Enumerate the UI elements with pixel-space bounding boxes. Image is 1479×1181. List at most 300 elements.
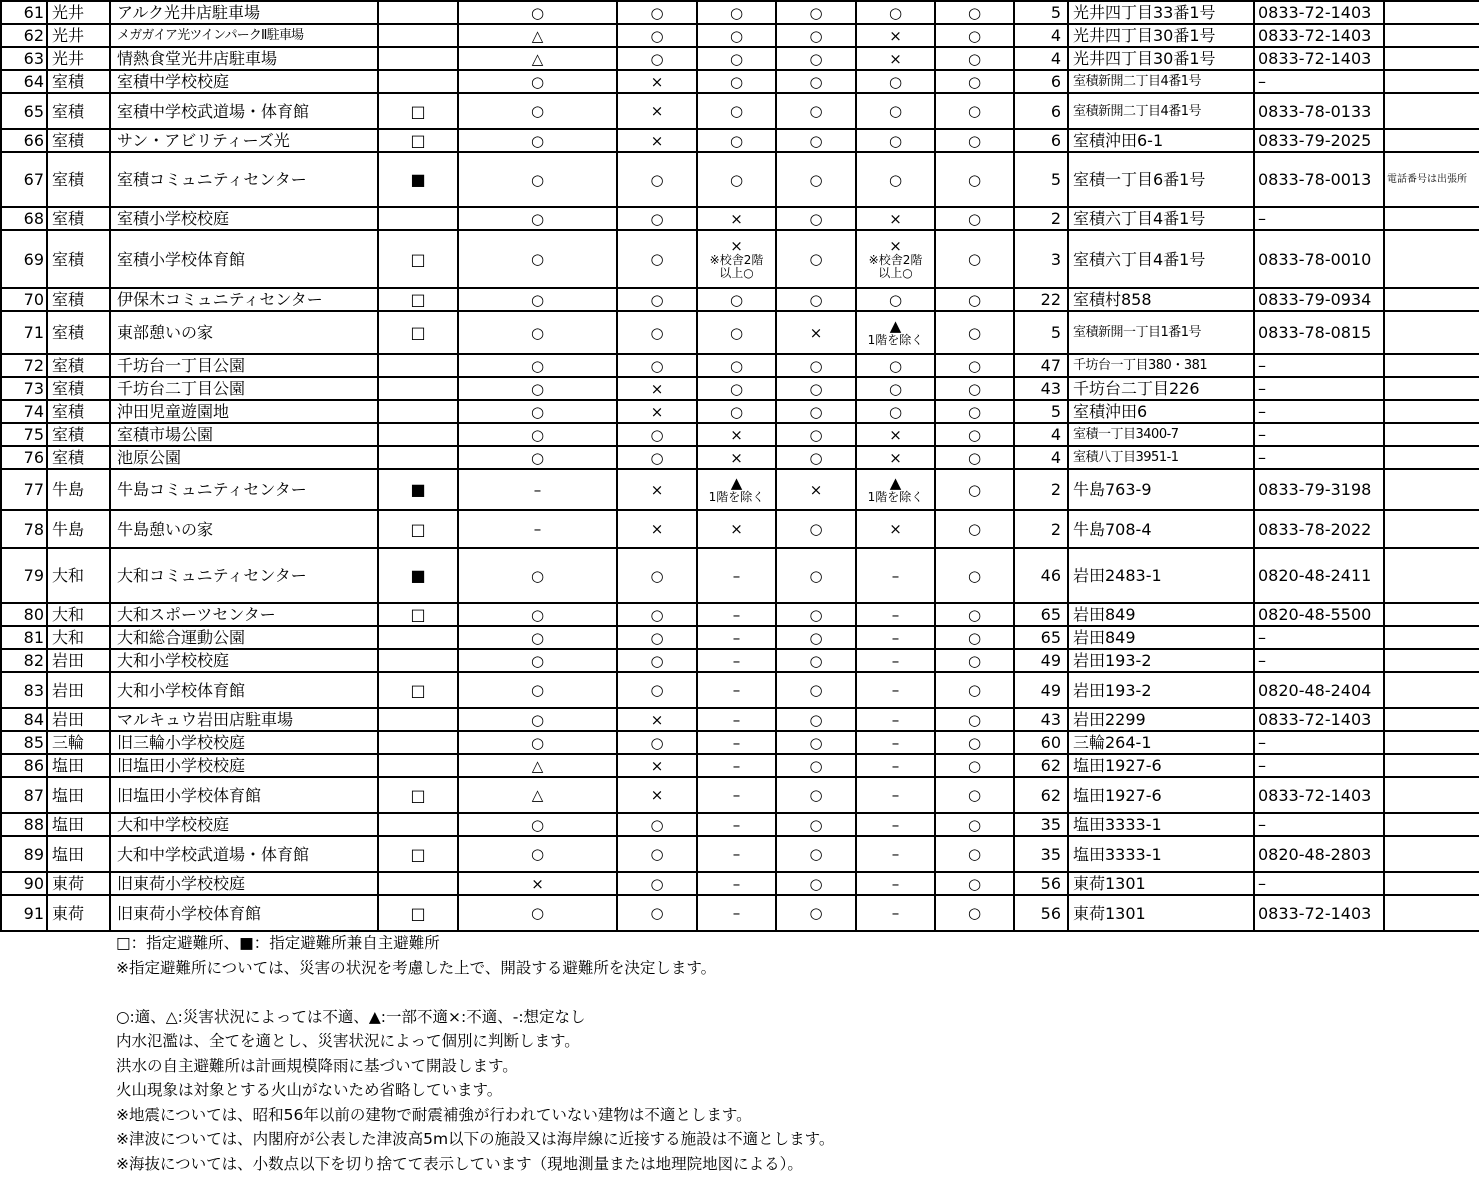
phone-cell: 0833-78-0133 [1254, 93, 1384, 129]
address-cell: 岩田193-2 [1068, 672, 1254, 708]
suitability-mark: ○ [809, 379, 823, 398]
hazard-landslide-cell [617, 311, 697, 354]
hazard-inland-flood-cell [935, 813, 1014, 836]
row-number-cell: 87 [1, 777, 47, 813]
phone-cell: 0820-48-2411 [1254, 548, 1384, 603]
hazard-storm-surge-cell [697, 649, 776, 672]
address-cell: 牛島708-4 [1068, 510, 1254, 548]
suitability-mark: ○ [809, 605, 823, 624]
hazard-flood-cell [458, 47, 617, 70]
hazard-tsunami-cell [856, 207, 935, 230]
suitability-mark: ○ [729, 49, 744, 68]
elevation-cell: 56 [1014, 872, 1068, 895]
table-row [1, 70, 1479, 93]
remarks-cell: 電話番号は出張所 [1384, 152, 1479, 207]
row-number-cell: 62 [1, 24, 47, 47]
shelter-type-cell: □ [378, 311, 458, 354]
suitability-mark: ○ [967, 131, 982, 150]
suitability-mark: × [889, 520, 902, 538]
hazard-flood-cell [458, 672, 617, 708]
hazard-storm-surge-cell [697, 288, 776, 311]
address-cell: 室積新開一丁目1番1号 [1068, 311, 1254, 354]
suitability-mark: × [889, 26, 902, 45]
facility-name-cell: 牛島コミュニティセンター [110, 469, 378, 510]
row-number-cell: 78 [1, 510, 47, 548]
phone-cell: 0833-79-2025 [1254, 129, 1384, 152]
shelter-type-cell [378, 24, 458, 47]
suitability-mark: × [889, 209, 902, 228]
facility-name-cell: 牛島憩いの家 [110, 510, 378, 548]
table-row [1, 836, 1479, 872]
suitability-mark: ○ [967, 815, 982, 834]
facility-name-cell: 旧塩田小学校体育館 [110, 777, 378, 813]
suitability-mark: ○ [650, 3, 664, 22]
suitability-mark: ○ [530, 448, 545, 467]
address-cell: 室積沖田6 [1068, 400, 1254, 423]
suitability-mark: ○ [650, 628, 664, 647]
remarks-cell [1384, 649, 1479, 672]
hazard-landslide-cell [617, 152, 697, 207]
elevation-cell: 22 [1014, 288, 1068, 311]
shelter-type-cell [378, 400, 458, 423]
hazard-storm-surge-cell [697, 731, 776, 754]
suitability-mark: ○ [650, 681, 664, 699]
phone-cell: – [1254, 626, 1384, 649]
hazard-earthquake-cell [776, 446, 856, 469]
hazard-tsunami-cell [856, 129, 935, 152]
suitability-mark: ○ [888, 379, 903, 398]
hazard-landslide-cell [617, 377, 697, 400]
hazard-flood-cell [458, 895, 617, 931]
row-number-cell: 74 [1, 400, 47, 423]
suitability-mark: – [732, 756, 741, 775]
suitability-mark: ○ [809, 448, 823, 467]
row-number-cell: 89 [1, 836, 47, 872]
address-cell: 三輪264-1 [1068, 731, 1254, 754]
suitability-mark: ○ [809, 209, 823, 228]
shelter-type-cell: □ [378, 510, 458, 548]
hazard-storm-surge-cell [697, 152, 776, 207]
phone-cell: 0833-72-1403 [1254, 24, 1384, 47]
address-cell: 岩田193-2 [1068, 649, 1254, 672]
phone-cell: 0833-79-3198 [1254, 469, 1384, 510]
hazard-tsunami-cell [856, 548, 935, 603]
phone-cell: – [1254, 377, 1384, 400]
suitability-mark: × [889, 448, 902, 467]
suitability-mark: ○ [967, 250, 982, 268]
hazard-inland-flood-cell [935, 423, 1014, 446]
suitability-mark: – [732, 710, 741, 729]
remarks-cell [1384, 777, 1479, 813]
facility-name-cell: 伊保木コミュニティセンター [110, 288, 378, 311]
note-line: □：指定避難所、■：指定避難所兼自主避難所 [116, 934, 440, 952]
suitability-mark: – [891, 845, 900, 863]
hazard-landslide-cell [617, 836, 697, 872]
phone-cell: 0833-72-1403 [1254, 47, 1384, 70]
district-cell: 室積 [47, 230, 110, 288]
district-cell: 岩田 [47, 672, 110, 708]
facility-name-cell: 旧塩田小学校校庭 [110, 754, 378, 777]
shelter-type-cell [378, 207, 458, 230]
hazard-earthquake-cell [776, 731, 856, 754]
suitability-mark: ○ [967, 733, 982, 752]
hazard-tsunami-cell [856, 70, 935, 93]
elevation-cell: 4 [1014, 24, 1068, 47]
hazard-landslide-cell [617, 708, 697, 731]
suitability-mark: ○ [967, 904, 982, 922]
remarks-cell [1384, 672, 1479, 708]
suitability-mark: △ [531, 786, 544, 804]
row-number-cell: 69 [1, 230, 47, 288]
suitability-mark: ○ [809, 756, 823, 775]
phone-cell: – [1254, 423, 1384, 446]
suitability-mark: ○ [650, 733, 664, 752]
remarks-cell [1384, 354, 1479, 377]
hazard-flood-cell [458, 649, 617, 672]
table-row [1, 813, 1479, 836]
row-number-cell: 82 [1, 649, 47, 672]
hazard-storm-surge-cell [697, 47, 776, 70]
suitability-mark: ○ [530, 379, 545, 398]
hazard-flood-cell [458, 152, 617, 207]
remarks-cell [1384, 754, 1479, 777]
remarks-cell [1384, 895, 1479, 931]
shelter-type-cell: □ [378, 93, 458, 129]
table-row [1, 672, 1479, 708]
table-row [1, 510, 1479, 548]
hazard-storm-surge-cell [697, 93, 776, 129]
suitability-mark: ○ [809, 26, 823, 45]
hazard-inland-flood-cell [935, 731, 1014, 754]
suitability-mark: ○ [650, 904, 664, 922]
suitability-mark: ○ [530, 290, 545, 309]
address-cell: 室積沖田6-1 [1068, 129, 1254, 152]
phone-cell: 0833-72-1403 [1254, 895, 1384, 931]
suitability-mark: × [889, 49, 902, 68]
suitability-mark: ○ [967, 710, 982, 729]
suitability-mark: × [531, 874, 544, 893]
suitability-mark: – [732, 874, 741, 893]
suitability-mark: – [891, 566, 900, 585]
elevation-cell: 5 [1014, 152, 1068, 207]
suitability-mark: – [732, 845, 741, 863]
address-cell: 東荷1301 [1068, 872, 1254, 895]
hazard-flood-cell [458, 754, 617, 777]
hazard-earthquake-cell [776, 400, 856, 423]
district-cell: 光井 [47, 47, 110, 70]
address-cell: 室積新開二丁目4番1号 [1068, 93, 1254, 129]
hazard-earthquake-cell [776, 93, 856, 129]
suitability-mark: ○ [650, 49, 664, 68]
facility-name-cell: アルク光井店駐車場 [110, 1, 378, 24]
suitability-mark: ○ [650, 874, 664, 893]
facility-name-cell: 千坊台二丁目公園 [110, 377, 378, 400]
suitability-mark: ○ [729, 170, 744, 189]
suitability-mark: – [891, 733, 900, 752]
hazard-landslide-cell [617, 813, 697, 836]
remarks-cell [1384, 288, 1479, 311]
suitability-mark: × [809, 480, 823, 499]
address-cell: 岩田849 [1068, 603, 1254, 626]
note-line: 内水氾濫は、全てを適とし、災害状況によって個別に判断します。 [116, 1032, 580, 1050]
address-cell: 岩田849 [1068, 626, 1254, 649]
suitability-mark: ○ [967, 72, 982, 91]
address-cell: 光井四丁目30番1号 [1068, 47, 1254, 70]
district-cell: 室積 [47, 70, 110, 93]
hazard-inland-flood-cell [935, 510, 1014, 548]
hazard-storm-surge-cell [697, 603, 776, 626]
phone-cell: 0820-48-2404 [1254, 672, 1384, 708]
hazard-landslide-cell [617, 129, 697, 152]
hazard-storm-surge-cell [697, 423, 776, 446]
district-cell: 東荷 [47, 872, 110, 895]
hazard-storm-surge-cell [697, 548, 776, 603]
suitability-mark: × [650, 72, 664, 91]
suitability-mark: × [650, 756, 664, 775]
hazard-earthquake-cell [776, 626, 856, 649]
hazard-tsunami-cell [856, 469, 935, 510]
hazard-inland-flood-cell [935, 230, 1014, 288]
phone-cell: – [1254, 754, 1384, 777]
row-number-cell: 79 [1, 548, 47, 603]
table-row [1, 129, 1479, 152]
suitability-mark: ○ [888, 290, 903, 309]
district-cell: 三輪 [47, 731, 110, 754]
suitability-mark: ○ [729, 72, 744, 91]
suitability-mark: ○ [530, 209, 545, 228]
hazard-flood-cell [458, 129, 617, 152]
row-number-cell: 88 [1, 813, 47, 836]
suitability-mark: ○ [650, 605, 664, 624]
elevation-cell: 43 [1014, 708, 1068, 731]
suitability-mark: ○ [809, 49, 823, 68]
remarks-cell [1384, 47, 1479, 70]
suitability-mark: – [732, 605, 741, 624]
remarks-cell [1384, 708, 1479, 731]
address-cell: 室積一丁目3400-7 [1068, 423, 1254, 446]
district-cell: 室積 [47, 400, 110, 423]
suitability-mark: ○ [888, 3, 903, 22]
hazard-earthquake-cell [776, 129, 856, 152]
hazard-flood-cell [458, 24, 617, 47]
row-number-cell: 71 [1, 311, 47, 354]
suitability-mark: ○ [530, 904, 545, 922]
hazard-earthquake-cell [776, 548, 856, 603]
hazard-earthquake-cell [776, 708, 856, 731]
facility-name-cell: 大和コミュニティセンター [110, 548, 378, 603]
remarks-cell [1384, 1, 1479, 24]
hazard-landslide-cell [617, 400, 697, 423]
suitability-mark: ○ [809, 786, 823, 804]
facility-name-cell: 大和小学校校庭 [110, 649, 378, 672]
elevation-cell: 35 [1014, 813, 1068, 836]
table-row [1, 469, 1479, 510]
suitability-mark: × [650, 402, 664, 421]
hazard-landslide-cell [617, 24, 697, 47]
hazard-flood-cell [458, 777, 617, 813]
elevation-cell: 49 [1014, 649, 1068, 672]
note-line: ○:適、△:災害状況によっては不適、▲:一部不適×:不適、-:想定なし [116, 1007, 586, 1026]
remarks-cell [1384, 311, 1479, 354]
district-cell: 東荷 [47, 895, 110, 931]
table-row [1, 872, 1479, 895]
suitability-note: 1階を除く [867, 490, 924, 504]
suitability-mark: ○ [967, 605, 982, 624]
remarks-cell [1384, 603, 1479, 626]
suitability-mark: ○ [729, 323, 744, 342]
suitability-mark: ○ [809, 815, 823, 834]
suitability-mark: ○ [967, 102, 982, 120]
suitability-mark: – [891, 874, 900, 893]
shelter-type-cell: □ [378, 777, 458, 813]
shelter-type-cell: □ [378, 672, 458, 708]
table-row [1, 1, 1479, 24]
district-cell: 室積 [47, 446, 110, 469]
facility-name-cell: マルキュウ岩田店駐車場 [110, 708, 378, 731]
suitability-mark: ○ [530, 3, 545, 22]
address-cell: 塩田1927-6 [1068, 754, 1254, 777]
remarks-cell [1384, 836, 1479, 872]
hazard-inland-flood-cell [935, 649, 1014, 672]
suitability-mark: – [732, 904, 741, 922]
suitability-mark: – [891, 710, 900, 729]
suitability-mark: ○ [650, 566, 664, 585]
suitability-mark: ○ [530, 681, 545, 699]
shelter-type-cell [378, 354, 458, 377]
district-cell: 塩田 [47, 836, 110, 872]
phone-cell: 0833-78-0013 [1254, 152, 1384, 207]
remarks-cell [1384, 446, 1479, 469]
shelter-type-cell [378, 1, 458, 24]
hazard-inland-flood-cell [935, 311, 1014, 354]
hazard-inland-flood-cell [935, 469, 1014, 510]
suitability-mark: ○ [530, 170, 545, 189]
shelter-type-cell [378, 423, 458, 446]
suitability-mark: ○ [530, 628, 545, 647]
address-cell: 室積八丁目3951-1 [1068, 446, 1254, 469]
table-row [1, 649, 1479, 672]
hazard-earthquake-cell [776, 649, 856, 672]
hazard-tsunami-cell [856, 731, 935, 754]
elevation-cell: 62 [1014, 754, 1068, 777]
elevation-cell: 4 [1014, 47, 1068, 70]
suitability-mark: ○ [888, 402, 903, 421]
suitability-mark: – [533, 520, 542, 538]
hazard-storm-surge-cell [697, 872, 776, 895]
table-body [1, 1, 1479, 931]
suitability-mark: ○ [530, 605, 545, 624]
district-cell: 室積 [47, 129, 110, 152]
suitability-mark: △ [531, 756, 544, 775]
shelter-type-cell: ■ [378, 469, 458, 510]
elevation-cell: 2 [1014, 510, 1068, 548]
hazard-storm-surge-cell [697, 129, 776, 152]
address-cell: 塩田1927-6 [1068, 777, 1254, 813]
note-line: ※津波については、内閣府が公表した津波高5m以下の施設又は海岸線に近接する施設は不適とします。 [116, 1130, 835, 1148]
hazard-earthquake-cell [776, 152, 856, 207]
suitability-mark: ○ [967, 874, 982, 893]
suitability-mark: ○ [809, 356, 823, 375]
suitability-mark: ○ [530, 651, 545, 670]
hazard-inland-flood-cell [935, 288, 1014, 311]
hazard-tsunami-cell [856, 24, 935, 47]
address-cell: 岩田2299 [1068, 708, 1254, 731]
remarks-cell [1384, 377, 1479, 400]
address-cell: 牛島763-9 [1068, 469, 1254, 510]
hazard-landslide-cell [617, 288, 697, 311]
table-row [1, 47, 1479, 70]
suitability-mark: ▲ [730, 474, 743, 492]
hazard-earthquake-cell [776, 47, 856, 70]
hazard-tsunami-cell [856, 872, 935, 895]
shelter-type-cell [378, 377, 458, 400]
suitability-mark: ○ [650, 815, 664, 834]
suitability-mark: ○ [809, 170, 823, 189]
remarks-cell [1384, 24, 1479, 47]
suitability-mark: ○ [809, 651, 823, 670]
facility-name-cell: 大和中学校校庭 [110, 813, 378, 836]
hazard-storm-surge-cell [697, 230, 776, 288]
suitability-mark: ○ [650, 356, 664, 375]
phone-cell: 0833-72-1403 [1254, 708, 1384, 731]
address-cell: 光井四丁目30番1号 [1068, 24, 1254, 47]
row-number-cell: 65 [1, 93, 47, 129]
suitability-mark: ○ [530, 425, 545, 444]
remarks-cell [1384, 510, 1479, 548]
suitability-mark: ▲ [889, 317, 902, 335]
hazard-landslide-cell [617, 603, 697, 626]
suitability-mark: ○ [530, 323, 545, 342]
hazard-earthquake-cell [776, 469, 856, 510]
suitability-mark: ○ [809, 904, 823, 922]
suitability-mark: × [809, 323, 823, 342]
suitability-mark: ○ [809, 102, 823, 120]
phone-cell: 0833-72-1403 [1254, 777, 1384, 813]
elevation-cell: 43 [1014, 377, 1068, 400]
suitability-mark: ○ [967, 520, 982, 538]
hazard-flood-cell [458, 230, 617, 288]
phone-cell: 0833-72-1403 [1254, 1, 1384, 24]
hazard-inland-flood-cell [935, 603, 1014, 626]
suitability-mark: × [650, 379, 664, 398]
district-cell: 塩田 [47, 813, 110, 836]
row-number-cell: 83 [1, 672, 47, 708]
remarks-cell [1384, 548, 1479, 603]
row-number-cell: 64 [1, 70, 47, 93]
row-number-cell: 67 [1, 152, 47, 207]
address-cell: 東荷1301 [1068, 895, 1254, 931]
elevation-cell: 46 [1014, 548, 1068, 603]
suitability-mark: ○ [729, 102, 744, 120]
hazard-inland-flood-cell [935, 47, 1014, 70]
suitability-mark: ○ [650, 26, 664, 45]
suitability-mark: × [730, 237, 743, 255]
hazard-tsunami-cell [856, 649, 935, 672]
facility-name-cell: 室積市場公園 [110, 423, 378, 446]
table-row [1, 207, 1479, 230]
hazard-landslide-cell [617, 548, 697, 603]
elevation-cell: 6 [1014, 93, 1068, 129]
shelter-type-cell: □ [378, 836, 458, 872]
hazard-landslide-cell [617, 672, 697, 708]
hazard-landslide-cell [617, 777, 697, 813]
hazard-tsunami-cell [856, 626, 935, 649]
table-row [1, 311, 1479, 354]
district-cell: 光井 [47, 24, 110, 47]
suitability-mark: × [650, 480, 664, 499]
hazard-inland-flood-cell [935, 207, 1014, 230]
suitability-mark: – [732, 815, 741, 834]
